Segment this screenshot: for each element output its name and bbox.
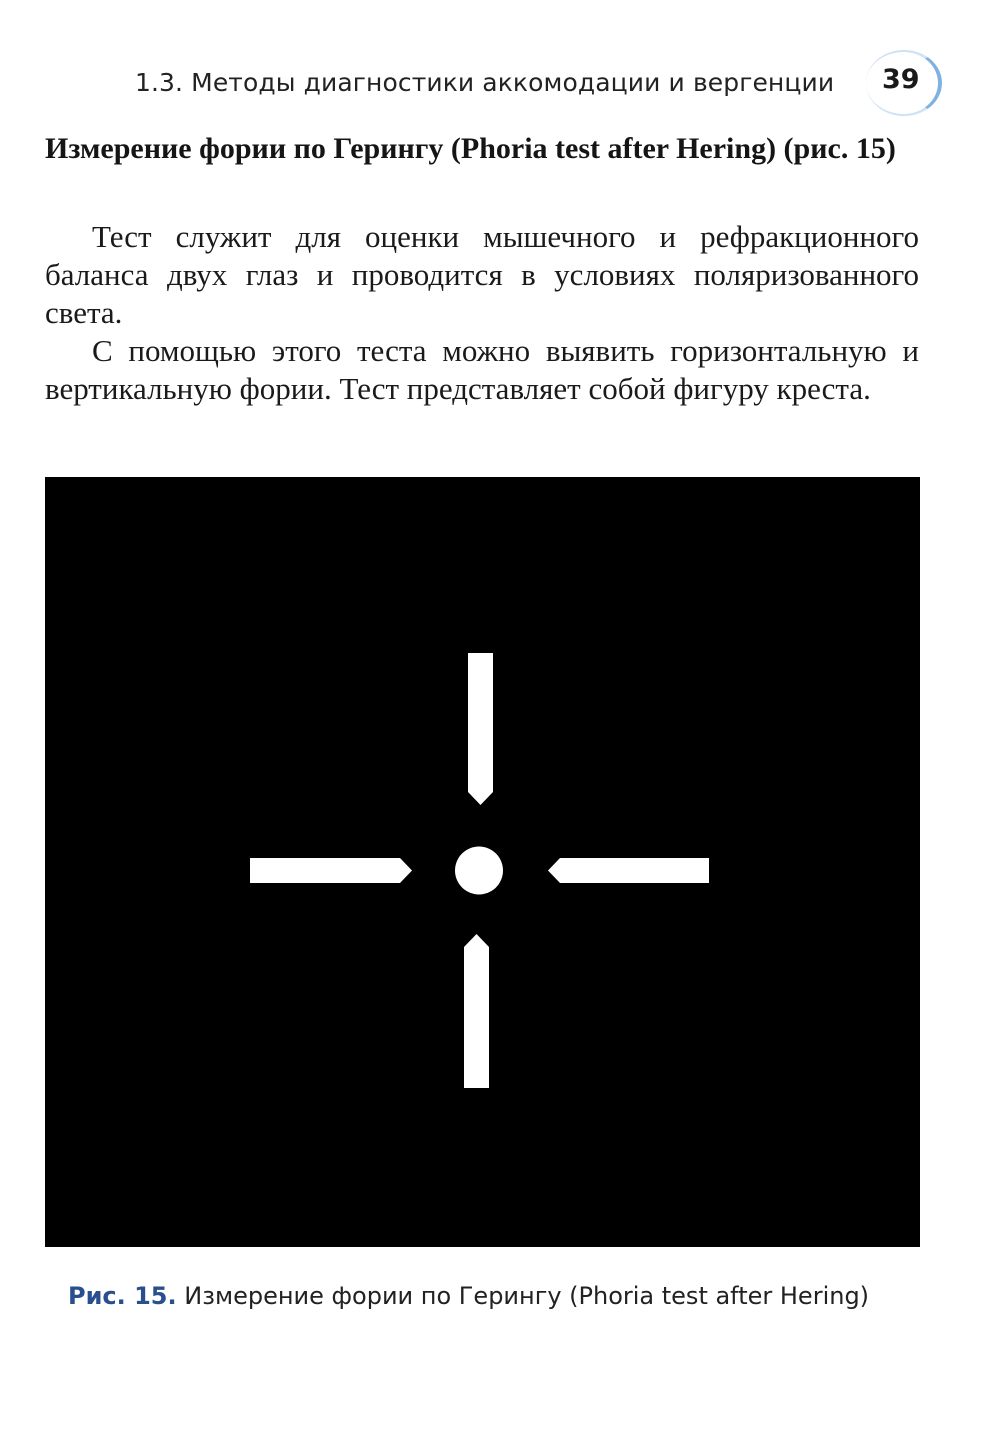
center-dot [455,847,503,895]
running-header: 1.3. Методы диагностики аккомодации и вергенции [135,68,835,97]
section-heading: Измерение фории по Герингу (Phoria test after Hering) (рис. 15) [45,132,896,165]
caption-label: Рис. 15. [68,1282,177,1310]
paragraph-test-purpose: Тест служит для оценки мышечного и рефракционного баланса двух глаз и проводится в условиях поляризованного света. [45,219,919,330]
left-arm [250,858,412,883]
figure-caption [68,1282,869,1310]
bottom-arm [464,934,489,1088]
cross-figure [45,477,920,1247]
caption-text: Измерение фории по Герингу (Phoria test after Hering) [176,1282,870,1310]
figure-panel [45,477,920,1247]
page-number: 39 [882,64,920,95]
paragraph-test-description: С помощью этого теста можно выявить горизонтальную и вертикальную фории. Тест представляет собой фигуру креста. [45,333,919,406]
top-arm [468,653,493,805]
right-arm [548,858,709,883]
